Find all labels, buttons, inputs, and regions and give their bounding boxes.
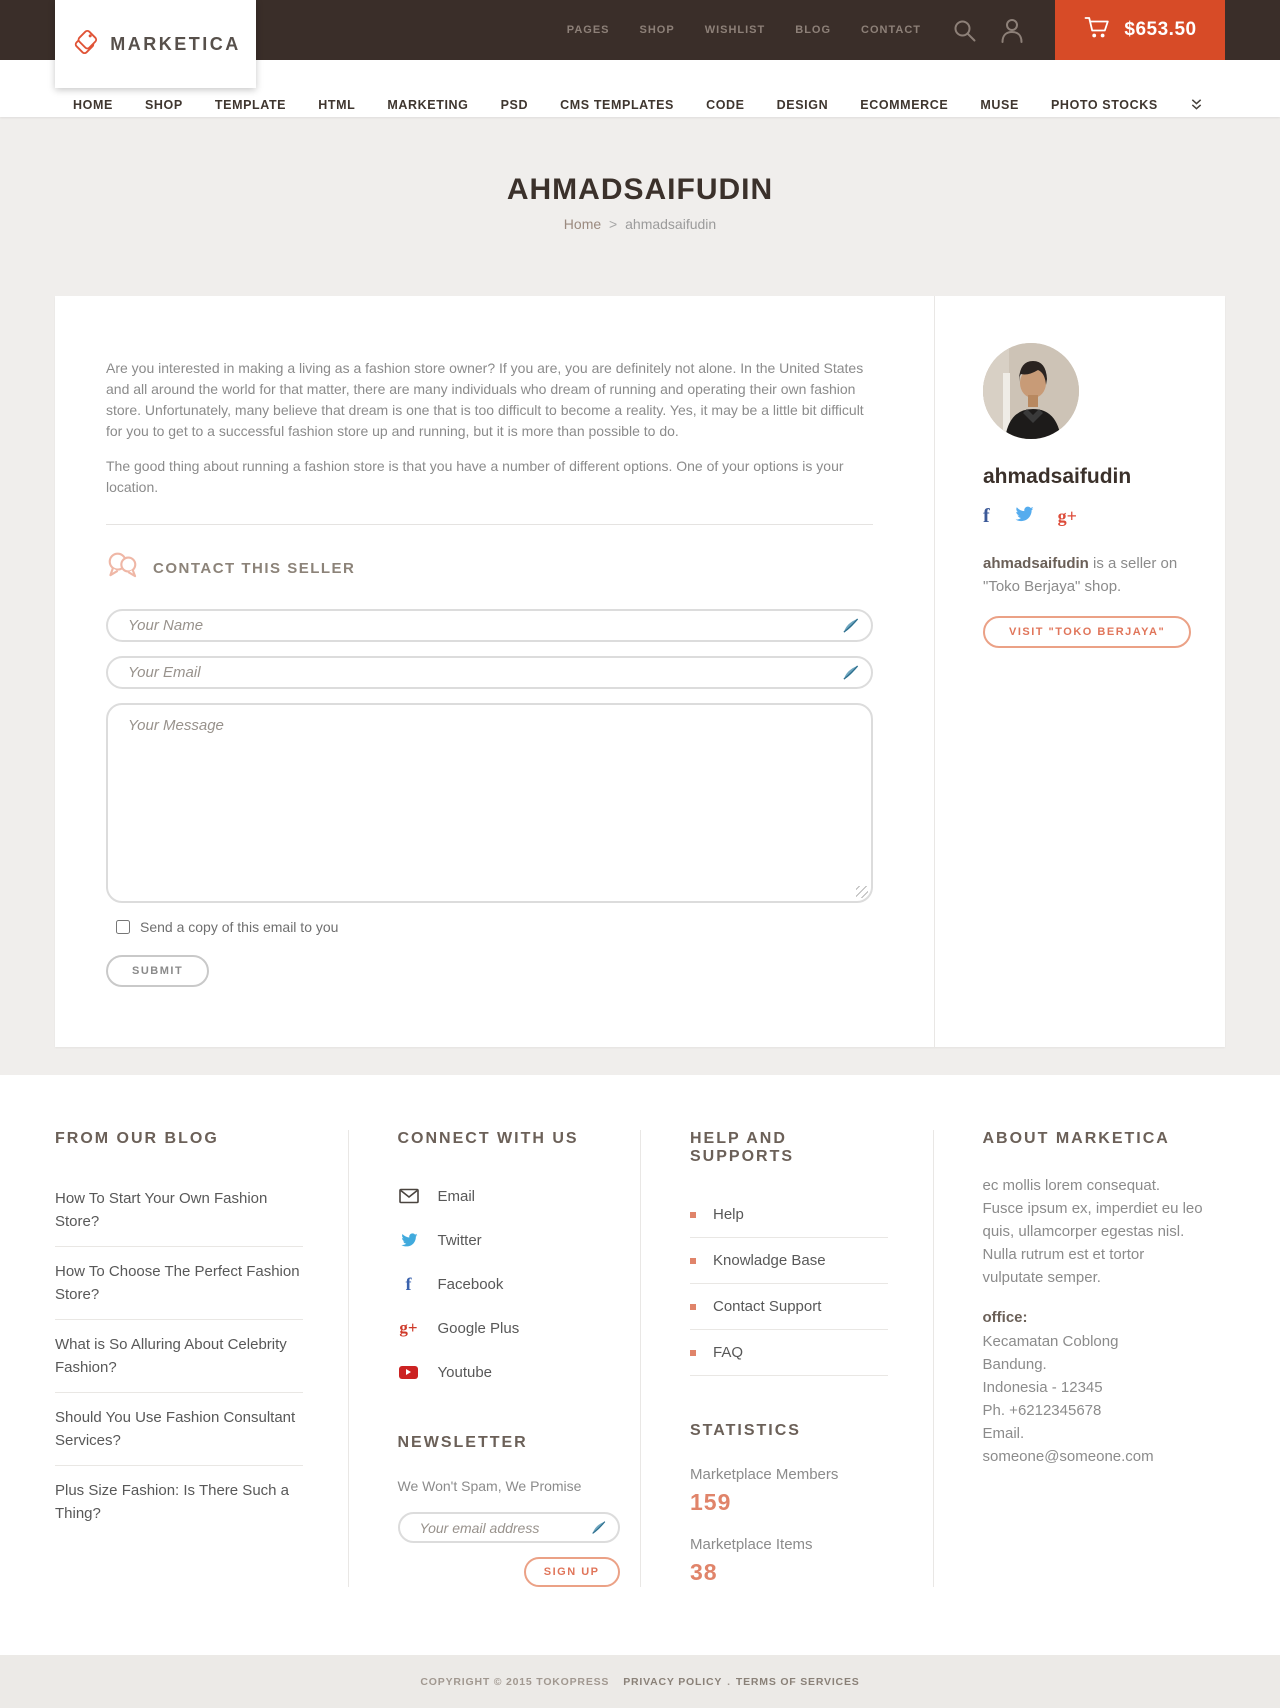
contact-seller-header [106, 551, 873, 585]
bottom-bar [0, 1655, 1280, 1708]
stat-label: Marketplace Items [690, 1536, 813, 1553]
newsletter-heading: NEWSLETTER [397, 1434, 528, 1451]
connect-google-plus-link[interactable]: Google Plus [437, 1319, 520, 1337]
blog-list [55, 1174, 303, 1538]
main-nav-cms-templates[interactable]: CMS TEMPLATES [560, 97, 674, 112]
top-header [0, 0, 1280, 60]
terms-link[interactable]: TERMS OF SERVICES [735, 1675, 860, 1688]
stat-items [690, 1536, 888, 1586]
main-nav-html[interactable]: HTML [318, 97, 356, 112]
message-field [106, 703, 873, 903]
main-nav-ecommerce[interactable]: ECOMMERCE [860, 97, 949, 112]
top-nav-shop[interactable]: SHOP [639, 24, 675, 36]
connect-list [398, 1174, 596, 1394]
statistics-heading: STATISTICS [690, 1422, 801, 1439]
message-textarea[interactable] [106, 703, 873, 903]
email-icon [398, 1188, 420, 1204]
stat-value: 159 [690, 1489, 732, 1515]
list-item [398, 1218, 596, 1262]
list-item [55, 1320, 303, 1393]
about-text: ec mollis lorem consequat. Fusce ipsum ex, imperdiet eu leo quis, ullamcorper egestas nisl. Nulla rutrum est et tortor vulputate semper. [982, 1177, 1203, 1286]
seller-avatar [983, 343, 1079, 439]
breadcrumb [0, 216, 1280, 232]
list-item [690, 1284, 888, 1330]
square-bullet-icon [690, 1258, 696, 1264]
footer-about-heading: ABOUT MARKETICA [982, 1130, 1170, 1147]
page-title: AHMADSAIFUDIN [506, 173, 774, 206]
top-nav-pages[interactable]: PAGES [566, 24, 610, 36]
stat-members [690, 1466, 888, 1516]
help-link[interactable]: Help [713, 1206, 744, 1223]
help-link[interactable]: Knowladge Base [713, 1252, 826, 1269]
submit-button[interactable]: SUBMIT [106, 955, 209, 987]
list-item [690, 1238, 888, 1284]
list-item: f Facebook [405, 1274, 504, 1294]
copyright-text: COPYRIGHT © 2015 TOKOPRESS [420, 1675, 610, 1688]
contact-seller-form [106, 609, 873, 987]
blog-link[interactable]: How To Start Your Own Fashion Store? [55, 1190, 268, 1230]
main-nav-photo-stocks[interactable]: PHOTO STOCKS [1051, 97, 1158, 112]
top-nav [567, 24, 951, 36]
signup-button[interactable]: SIGN UP [524, 1557, 620, 1587]
footer-connect-column [348, 1130, 641, 1587]
list-item [398, 1174, 596, 1218]
office-label: office: [982, 1309, 1028, 1326]
name-input[interactable] [106, 609, 873, 642]
send-copy-checkbox[interactable] [116, 920, 130, 934]
seller-name: ahmadsaifudin [983, 465, 1132, 488]
blog-link[interactable]: Should You Use Fashion Consultant Services? [55, 1409, 296, 1449]
address-line: Kecamatan Coblong [982, 1333, 1119, 1350]
square-bullet-icon [690, 1212, 696, 1218]
blog-link[interactable]: Plus Size Fashion: Is There Such a Thing? [55, 1482, 290, 1522]
logo-text: MARKETICA [110, 33, 241, 54]
privacy-policy-link[interactable]: PRIVACY POLICY [623, 1675, 723, 1688]
cart-button[interactable] [1055, 0, 1225, 60]
stat-value: 38 [690, 1559, 718, 1585]
main-nav-design[interactable]: DESIGN [776, 97, 829, 112]
page-header [0, 117, 1280, 296]
help-link[interactable]: Contact Support [713, 1298, 822, 1315]
top-nav-contact[interactable]: CONTACT [861, 24, 921, 36]
cart-total: $653.50 [1124, 19, 1197, 40]
list-item [55, 1174, 303, 1247]
list-item: g+ Google Plus [399, 1318, 520, 1337]
main-nav-shop[interactable]: SHOP [144, 97, 183, 112]
help-list [690, 1192, 888, 1376]
pen-icon [841, 617, 860, 635]
twitter-icon[interactable] [1014, 506, 1034, 528]
seller-social-links [983, 505, 1225, 528]
newsletter-email-input[interactable] [398, 1512, 620, 1543]
logo[interactable] [55, 0, 256, 88]
address-line: Email. someone@someone.com [982, 1425, 1154, 1465]
main-nav-template[interactable]: TEMPLATE [214, 97, 287, 112]
main-nav-muse[interactable]: MUSE [980, 97, 1019, 112]
email-input[interactable] [106, 656, 873, 689]
visit-shop-button[interactable]: VISIT "TOKO BERJAYA" [983, 616, 1191, 648]
list-item [398, 1350, 596, 1394]
list-item [690, 1330, 888, 1376]
breadcrumb-home-link[interactable]: Home [563, 216, 602, 232]
search-icon[interactable] [951, 17, 977, 43]
top-nav-wishlist[interactable]: WISHLIST [704, 24, 766, 36]
footer-connect-heading: CONNECT WITH US [397, 1130, 579, 1147]
list-item [55, 1466, 303, 1538]
twitter-icon [398, 1233, 420, 1248]
textarea-resize-handle[interactable] [856, 886, 868, 898]
name-field [106, 609, 873, 642]
newsletter-email-field [398, 1512, 620, 1543]
bottom-bar-separator: . [727, 1675, 731, 1688]
intro-paragraph-1: Are you interested in making a living as a fashion store owner? If you are, you are definitely not alone. In the United States and all around the world for that matter, there are many individuals who dream of running and operating their own fashion store. Unfortunately, many believe that dream is one that is too difficult to become a reality. Yes, it may be a little bit difficult for you to get to a successful fashion store up and running, but it is more than possible to do. [106, 360, 864, 439]
intro-paragraph-2: The good thing about running a fashion store is that you have a number of different options. One of your options is your location. [106, 458, 844, 495]
connect-youtube-link[interactable]: Youtube [437, 1363, 493, 1381]
footer-blog-column [55, 1130, 348, 1587]
top-bar-actions [567, 0, 1225, 60]
connect-facebook-link[interactable]: Facebook [437, 1275, 504, 1293]
send-copy-label: Send a copy of this email to you [140, 919, 339, 935]
connect-twitter-link[interactable]: Twitter [437, 1231, 482, 1249]
seller-sidebar [935, 296, 1225, 1047]
send-copy-row [116, 919, 873, 935]
chevron-double-down-icon[interactable] [1190, 66, 1203, 111]
breadcrumb-separator: > [609, 216, 618, 232]
help-link[interactable]: FAQ [713, 1344, 744, 1361]
section-divider [106, 524, 873, 525]
facebook-icon[interactable]: f [983, 505, 990, 527]
footer-about-column [933, 1130, 1226, 1587]
google-plus-icon[interactable]: g+ [1057, 506, 1077, 526]
square-bullet-icon [690, 1304, 696, 1310]
pen-icon [841, 664, 860, 682]
seller-description [983, 552, 1201, 598]
blog-link[interactable]: What is So Alluring About Celebrity Fashion? [55, 1336, 287, 1376]
email-field [106, 656, 873, 689]
seller-card [55, 296, 1225, 1047]
main-nav-code[interactable]: CODE [706, 97, 745, 112]
main-content [55, 296, 935, 1047]
list-item [55, 1247, 303, 1320]
list-item [55, 1393, 303, 1466]
connect-email-link[interactable]: Email [437, 1187, 476, 1205]
address-line: Indonesia - 12345 [982, 1379, 1103, 1396]
main-nav-marketing[interactable]: MARKETING [387, 97, 469, 112]
list-item [690, 1192, 888, 1238]
cart-icon [1083, 15, 1111, 45]
contact-seller-heading: CONTACT THIS SELLER [153, 559, 356, 577]
main-nav-psd[interactable]: PSD [500, 97, 529, 112]
newsletter-tagline: We Won't Spam, We Promise [397, 1478, 582, 1494]
address-line: Bandung. [982, 1356, 1047, 1373]
seller-description-name: ahmadsaifudin [983, 555, 1089, 572]
chat-bubbles-icon [106, 551, 139, 585]
main-nav-home[interactable]: HOME [73, 97, 113, 112]
footer-help-column [640, 1130, 933, 1587]
youtube-icon [398, 1366, 420, 1379]
tag-logo-icon [70, 26, 100, 63]
user-account-icon[interactable] [999, 17, 1025, 43]
pen-icon [590, 1520, 607, 1536]
newsletter-form [398, 1512, 620, 1587]
footer-blog-heading: FROM OUR BLOG [55, 1130, 219, 1147]
footer-help-heading: HELP AND SUPPORTS [690, 1130, 795, 1165]
footer [0, 1075, 1280, 1655]
seller-description-rest: is a seller on "Toko Berjaya" shop. [983, 555, 1178, 595]
top-nav-blog[interactable]: BLOG [795, 24, 832, 36]
breadcrumb-current: ahmadsaifudin [625, 216, 717, 232]
blog-link[interactable]: How To Choose The Perfect Fashion Store? [55, 1263, 300, 1303]
stat-label: Marketplace Members [690, 1466, 839, 1483]
square-bullet-icon [690, 1350, 696, 1356]
address-line: Ph. +6212345678 [982, 1402, 1102, 1419]
